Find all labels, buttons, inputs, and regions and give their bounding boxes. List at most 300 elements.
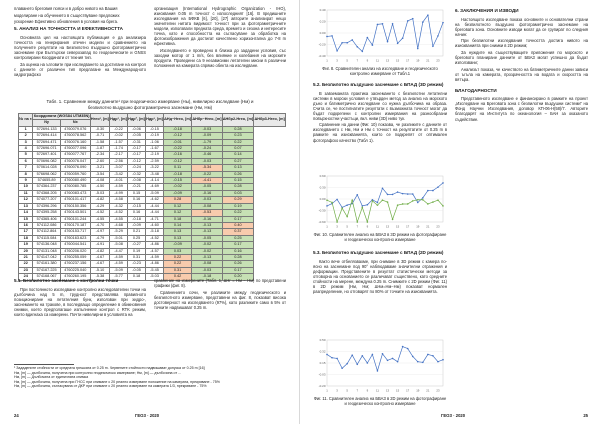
table-cell: 574365.406: [33, 216, 60, 222]
table-cell: 0.22: [163, 254, 191, 260]
x-tick-label: 5: [346, 388, 348, 393]
paragraph: За оценка на ъгловите при изследването за достигане на контрол с данните от различен тип предлагане на Международното хидрографско: [14, 61, 146, 77]
table-cell: -4.47: [110, 248, 128, 254]
y-tick-label: 0.00: [319, 197, 326, 202]
table-cell: 4760076.160: [60, 139, 90, 145]
intro-line: ускорение Ефективно обновления в условия на брега.: [14, 19, 118, 25]
table-cell: 0.07: [222, 146, 254, 152]
table-cell: -4.69: [146, 184, 164, 190]
table-cell: 574112.086: [33, 222, 60, 228]
table-cell: -5.18: [146, 229, 164, 235]
table-cell: -4.99: [110, 190, 128, 196]
table-cell: 0.42: [163, 274, 191, 280]
data-point: [427, 203, 429, 205]
table-cell: 0.03: [163, 248, 191, 254]
table-cell: 16: [19, 222, 33, 228]
x-tick-label: 3: [336, 224, 338, 229]
left-column-2: [154, 6, 286, 70]
table-cell: 2: [19, 133, 33, 139]
table-header-cell: ΔHбр−Hгео, [m]: [192, 114, 222, 127]
data-point: [417, 361, 419, 363]
data-point: [362, 355, 364, 357]
x-tick-label: 21: [426, 224, 430, 229]
table-cell: 0.18: [128, 274, 146, 280]
x-tick-label: 11: [375, 388, 379, 393]
table-cell: -2.56: [110, 158, 128, 164]
data-point: [407, 348, 409, 350]
fig10-svg: [313, 172, 447, 230]
table-cell: 4760170.187: [60, 222, 90, 228]
data-point: [432, 355, 434, 357]
fig11-svg: [313, 336, 447, 394]
table-cell: -0.23: [128, 261, 146, 267]
bullet-paragraph: При безпилотни изследвания точността достига нивото на изискванията при снимки в 2D режим;: [455, 38, 588, 49]
table-cell: -4.58: [110, 197, 128, 203]
table-cell: -4.59: [110, 184, 128, 190]
table-cell: -0.15: [163, 178, 191, 184]
x-tick-label: 1: [326, 388, 328, 393]
table-cell: 4760077.767: [60, 152, 90, 158]
footnote: Нм, [m] — дълбочина, получена при ГНСС при снимане с 20 реално измерване положение на камерата, прекриване - 75%: [14, 379, 220, 384]
table-cell: -0.08: [128, 178, 146, 184]
table-cell: -0.53: [192, 210, 222, 216]
table-cell: 22: [19, 261, 33, 267]
table-cell: 574147.042: [33, 254, 60, 260]
table-cell: 0.15: [128, 190, 146, 196]
table-cell: 4760076.090: [60, 165, 90, 171]
table-header-cell: Hгео¹, [m]: [90, 114, 109, 127]
data-point: [392, 219, 394, 221]
table-cell: 574167.225: [33, 267, 60, 273]
table-cell: 3: [19, 139, 33, 145]
x-tick-label: 5: [346, 58, 348, 63]
table-cell: 574136.048: [33, 242, 60, 248]
x-tick-label: 7: [356, 388, 359, 393]
y-tick-label: -0.40: [318, 54, 326, 59]
right-column-1: [313, 80, 447, 144]
x-tick-label: 5: [346, 224, 348, 229]
data-point: [367, 362, 369, 364]
table-cell: 0.25: [222, 235, 254, 241]
data-point: [382, 23, 384, 25]
table-cell: -4.55: [90, 216, 109, 222]
table-cell: 574161.380: [33, 261, 60, 267]
table-cell: -0.24: [128, 165, 146, 171]
data-point: [326, 199, 328, 201]
table-cell: 4760080.490: [60, 178, 90, 184]
table-cell: 572696.071: [33, 146, 60, 152]
table-cell: 0.17: [222, 216, 254, 222]
table-cell: 0.14: [222, 152, 254, 158]
y-tick-label: 0.40: [319, 8, 326, 13]
left-column-1-bottom: [14, 276, 146, 318]
table-cell: -1.57: [110, 139, 128, 145]
table-cell: 24: [19, 274, 33, 280]
x-tick-label: 13: [385, 58, 390, 63]
table-caption: [14, 99, 286, 110]
table-cell: 574655.89: [33, 178, 60, 184]
table-cell: 0.15: [222, 178, 254, 184]
data-point: [346, 363, 348, 365]
paragraph: Сравнение на данни (Фиг. 10) показва, че разликите с данните от изследването с Нм, Нм и Нм с точност на резултатите от 0.25 m в рамките на изискванията, които се подкрепят от оптимален фотографско качество (Табл 1).: [313, 122, 447, 143]
data-point: [387, 201, 389, 203]
table-cell: 4760044.541: [60, 242, 90, 248]
table-cell: -4.55: [110, 216, 128, 222]
footnote: ¹ Зададените стойности от средната грешката от 0.25 m. Червените стойности надвишават допуска от 0.25 m [16]: [14, 366, 205, 370]
data-point: [326, 205, 328, 207]
x-tick-label: 19: [416, 388, 420, 393]
table-cell: 0.13: [163, 229, 191, 235]
table-cell: -0.16: [192, 216, 222, 222]
table-cell: 17: [19, 229, 33, 235]
paragraph: Изследването е проведено в близка до зададени условия, със заходни мотор от 1 m/s, без влияние и колебания на морските продукти. Проведени са 9 независими летателни мисии в различни положения на камерата спрямо обекта на изследване.: [154, 47, 286, 69]
y-tick-label: 0.20: [319, 19, 326, 24]
table-body: [19, 126, 286, 280]
table-cell: 574077.207: [33, 197, 60, 203]
table-cell: 0.37: [222, 229, 254, 235]
data-point: [407, 203, 409, 205]
table-cell: -0.32: [128, 171, 146, 177]
table-cell: -4.82: [90, 248, 109, 254]
table-cell: -5.08: [110, 242, 128, 248]
data-point: [382, 353, 384, 355]
table-cell: 18: [19, 235, 33, 241]
table-cell: -4.32: [110, 203, 128, 209]
table-cell: 0.19: [128, 248, 146, 254]
data-point: [392, 358, 394, 360]
table-cell: -2.60: [90, 158, 109, 164]
data-point: [397, 43, 399, 45]
y-tick-label: -0.30: [318, 208, 326, 213]
fig10-caption: Фиг. 10. Сравнителен анализ на БВАЗ в 3D режим на фотографиране и геодезическо контролно измерване: [313, 232, 447, 243]
data-point: [372, 200, 374, 202]
table-cell: -3.22: [146, 165, 164, 171]
table-cell: 4760206.020: [60, 248, 90, 254]
table-cell: 4760153.717: [60, 229, 90, 235]
data-point: [356, 194, 358, 196]
table-cell: 572694.414: [33, 133, 60, 139]
table-cell: 572694.133: [33, 126, 60, 132]
table-cell: -4.59: [110, 254, 128, 260]
table-header-cell: Hдр¹, [m]: [110, 114, 128, 127]
table-cell: -0.15: [128, 203, 146, 209]
data-point: [336, 199, 338, 201]
data-point: [341, 207, 343, 209]
data-point: [331, 202, 333, 204]
data-point: [372, 354, 374, 356]
data-point: [341, 367, 343, 369]
table-cell: 0.20: [222, 274, 254, 280]
table-cell: -4.67: [90, 254, 109, 260]
table-cell: 0.12: [163, 210, 191, 216]
table-cell: 0.18: [163, 216, 191, 222]
table-cell: -0.46: [192, 152, 222, 158]
section-heading: 5.3. Безпилотно въздушно заснемане с БПАД (2D режим): [313, 250, 444, 255]
table-cell: 4760078.562: [60, 133, 90, 139]
table-cell: -4.50: [90, 184, 109, 190]
data-point: [427, 190, 429, 192]
x-tick-label: 9: [366, 224, 369, 229]
table-cell: 570696.082: [33, 158, 60, 164]
data-point: [417, 199, 419, 201]
table-cell: 574368.205: [33, 190, 60, 196]
data-point: [392, 194, 394, 196]
data-point: [346, 216, 348, 218]
table-cell: -4.79: [90, 235, 109, 241]
y-tick-label: 0.50: [319, 338, 326, 343]
table-cell: -3.42: [110, 171, 128, 177]
data-point: [437, 361, 439, 363]
left-column-2-bottom: [154, 278, 286, 311]
x-tick-label: 1: [326, 224, 328, 229]
page-footer-title: ГЕОЗ · 2020: [135, 413, 160, 418]
data-point: [367, 37, 369, 39]
table-cell: 4760150.356: [60, 203, 90, 209]
footnote: Нм, [m] — дълбочина, съгласувана от ДКР при снимане с 20 реално измерване на камерата 1/3, прекриване - 75%: [14, 384, 207, 389]
table-cell: 0.13: [222, 165, 254, 171]
data-point: [442, 359, 444, 361]
page-number: 24: [14, 413, 19, 418]
data-point: [336, 50, 338, 52]
table-cell: 572697.401: [33, 152, 60, 158]
table-cell: -4.44: [146, 203, 164, 209]
data-point: [331, 35, 333, 37]
data-point: [362, 207, 364, 209]
table-cell: -4.86: [146, 242, 164, 248]
table-cell: -1.79: [192, 139, 222, 145]
table-cell: -0.12: [128, 158, 146, 164]
x-tick-label: 3: [336, 58, 338, 63]
data-point: [351, 199, 353, 201]
data-point: [412, 356, 414, 358]
fig11-caption: Фиг. 11. Сравнителен анализ на БВАЗ в 2D режим на фотографиране и геодезическо контролно измерване: [313, 396, 447, 407]
table-cell: 5: [19, 152, 33, 158]
table-cell: -0.02: [192, 248, 222, 254]
table-cell: -0.22: [192, 171, 222, 177]
data-point: [341, 42, 343, 44]
data-point: [417, 48, 419, 50]
paragraph: Настоящото изследване показа основните и основателни страни на безпилотното въздушно фотограметрично заснемане на бреговата зона. Основните изводи могат да се групират по следния начин:: [455, 16, 588, 37]
data-point: [402, 346, 404, 348]
table-cell: -4.71: [146, 216, 164, 222]
page-footer-title: ГЕОЗ · 2020: [441, 413, 466, 418]
table-cell: 0.21: [128, 229, 146, 235]
table-cell: -0.18: [192, 274, 222, 280]
table-cell: -2.17: [110, 152, 128, 158]
table-cell: 574115.084: [33, 235, 60, 241]
table-cell: 4760059.760: [60, 171, 90, 177]
x-tick-label: 19: [416, 58, 420, 63]
table-cell: -0.05: [192, 235, 222, 241]
table-cell: 0.25: [128, 235, 146, 241]
section-heading: 5. АНАЛИЗ НА ТОЧНОСТТА И ЕФЕКТИВНОСТТА: [14, 26, 123, 32]
data-point: [432, 190, 434, 192]
data-point: [407, 20, 409, 22]
table-cell: -3.54: [90, 171, 109, 177]
paragraph: При постоянното изследване контролно изследователни точки на дълбочина над 5 m, трудност представлява правилното позициониране на летателния бунк, използван при хидро-, заснемането на тракове, в последващо определение в обикновения снимки, което предполагаше изпълнение контрол с RTK режим, които вдигнаха са измерени. Почти нивелирни в условията на: [14, 286, 146, 317]
table-cell: -0.24: [192, 146, 222, 152]
table-cell: 4760077.096: [60, 146, 90, 152]
footnotes: [14, 366, 286, 389]
x-tick-label: 1: [326, 58, 328, 63]
table-cell: -0.15: [146, 126, 164, 132]
table-cell: 572694.471: [33, 139, 60, 145]
table-cell: -5.01: [110, 235, 128, 241]
table-cell: 570614.028: [33, 165, 60, 171]
data-point: [412, 200, 414, 202]
table-cell: 4760076.047: [60, 158, 90, 164]
data-point: [427, 14, 429, 16]
y-tick-label: 0.15: [319, 361, 326, 366]
table-cell: 4760163.623: [60, 235, 90, 241]
table-cell: -4.44: [146, 210, 164, 216]
table-cell: 0.28: [222, 254, 254, 260]
data-point: [351, 354, 353, 356]
table-cell: -4.29: [90, 203, 109, 209]
table-cell: 574131.048: [33, 248, 60, 254]
table-header-cell: Ny: [33, 120, 60, 126]
table-cell: 0.29: [222, 197, 254, 203]
footnote: Нм, [m] — дълбочина, получена при контролно геодезическо измерване; Нм, [m] — дълбочина от ...: [14, 370, 182, 375]
table-cell: -4.01: [110, 178, 128, 184]
table-cell: -4.14: [146, 178, 164, 184]
table-cell: -5.03: [90, 190, 109, 196]
data-point: [392, 23, 394, 25]
x-tick-label: 23: [436, 58, 440, 63]
data-point: [387, 41, 389, 43]
table-cell: 0.14: [163, 222, 191, 228]
table-cell: 0.26: [222, 261, 254, 267]
table-cell: -5.45: [146, 267, 164, 273]
data-point: [397, 204, 399, 206]
table-cell: 4760101.244: [60, 216, 90, 222]
paragraph: В завземаната практика заснемането с безпилотни летателни системи в морски условия е утвърден метод за анализ на морското дъно и батиметрично изследване со нужна дълбочина на образа. Счита се, че постигнатите резултати с възможната точност могат да бъдат подкрепени с контролни измервания на разнообразни повърхностни участъци, вкл. ниви (3D) ниво тук.: [313, 90, 447, 121]
fig8-svg: [313, 6, 447, 64]
data-point: [442, 205, 444, 207]
table-cell: -0.09: [163, 242, 191, 248]
table-cell: 13: [19, 203, 33, 209]
table-cell: -4.41: [192, 178, 222, 184]
y-tick-label: 0.30: [319, 185, 326, 190]
table-cell: -0.27: [128, 242, 146, 248]
table-cell: -0.17: [128, 152, 146, 158]
paragraph: организация (International Hydrographic Organization - IHO), изисквания 0.05 m точност с изпоследният [16]. В предишните изследвания на БФКВ [6], [20], [27] авторите анализират нещо значителни нитата видимост точност при за фотограметричните модели, използвали предната среда, времето и сезона и интересите точна, като и способността на съгласуване за обработка на фотоизображения да достигат качествено хоризонтална до 7-8 m ефективна.: [154, 6, 286, 47]
table-cell: -0.22: [163, 146, 191, 152]
thanks-heading: БЛАГОДАРНОСТИ: [455, 87, 497, 93]
table-cell: 1: [19, 126, 33, 132]
table-header-cell: Hдр³, [m]: [146, 114, 164, 127]
table-cell: 7: [19, 165, 33, 171]
x-tick-label: 23: [436, 224, 440, 229]
table-cell: 0.13: [163, 235, 191, 241]
fig8-chart: [313, 6, 447, 64]
table-caption-line: безпилотно въздушно фотограметрично заснемане (Нм, Нм): [87, 104, 213, 110]
bullet-paragraph: За нуждите на съществуващите приложения по морското и бреговото планиране данните от БВАЗ могат успешно да бъдат използвани;: [455, 49, 588, 66]
intro-line: плаването бреговия пояси и в добро нивото на Вашия: [14, 6, 118, 11]
table-cell: -4.52: [90, 210, 109, 216]
table-cell: 15: [19, 216, 33, 222]
data-point: [331, 357, 333, 359]
table-cell: -5.09: [110, 267, 128, 273]
table-cell: -0.13: [192, 229, 222, 235]
x-tick-label: 11: [375, 224, 379, 229]
page-number: 25: [583, 413, 588, 418]
table-cell: -1.87: [90, 146, 109, 152]
data-point: [377, 204, 379, 206]
data-point: [356, 46, 358, 48]
table-cell: -3.21: [90, 165, 109, 171]
table-cell: 0.28: [222, 126, 254, 132]
table-cell: 0.28: [222, 184, 254, 190]
table-cell: -0.09: [128, 222, 146, 228]
right-page: [301, 0, 600, 424]
table-cell: -0.71: [90, 133, 109, 139]
x-tick-label: 7: [356, 58, 359, 63]
table-cell: -0.09: [163, 190, 191, 196]
table-cell: 0.19: [222, 203, 254, 209]
table-cell: 6: [19, 158, 33, 164]
data-point: [417, 202, 419, 204]
table-cell: 4760255.059: [60, 254, 90, 260]
x-tick-label: 21: [426, 58, 430, 63]
table-cell: 21: [19, 254, 33, 260]
table-cell: 574112.864: [33, 229, 60, 235]
table-header-cell: Nx: [60, 120, 90, 126]
table-cell: -4.97: [90, 229, 109, 235]
data-point: [382, 199, 384, 201]
table-cell: -1.67: [146, 146, 164, 152]
paragraph: сравнение на измерените (Табл. 1, ΔНг = Нм − Нм) по представени графики (фиг. 8).: [154, 278, 286, 289]
data-point: [372, 44, 374, 46]
table-cell: -5.09: [146, 190, 164, 196]
x-tick-label: 15: [396, 224, 400, 229]
y-tick-label: 0.60: [319, 174, 326, 179]
table-cell: -4.82: [90, 197, 109, 203]
table-cell: -3.07: [110, 165, 128, 171]
table-cell: -4.86: [146, 261, 164, 267]
subsection-heading: 5.1. Безпилотно заснемане с контролни точки: [14, 278, 119, 283]
table-cell: -0.17: [128, 146, 146, 152]
data-point: [356, 364, 358, 366]
table-cell: -4.68: [110, 222, 128, 228]
table-cell: -0.02: [192, 242, 222, 248]
table-cell: -0.21: [128, 184, 146, 190]
table-cell: -0.05: [128, 267, 146, 273]
x-tick-label: 15: [396, 58, 400, 63]
data-point: [437, 35, 439, 37]
table-cell: 11: [19, 190, 33, 196]
table-cell: -5.34: [192, 165, 222, 171]
x-tick-label: 9: [366, 388, 369, 393]
table-cell: -4.57: [146, 248, 164, 254]
data-point: [397, 361, 399, 363]
x-tick-label: 15: [396, 388, 400, 393]
table-cell: -0.16: [163, 152, 191, 158]
table-cell: 4760143.501: [60, 210, 90, 216]
table-cell: -1.06: [146, 139, 164, 145]
table-cell: -3.48: [146, 171, 164, 177]
data-point: [377, 202, 379, 204]
x-tick-label: 13: [385, 388, 390, 393]
table-cell: 8: [19, 171, 33, 177]
footnote: Нм, [m] — Дълбочина от единичната снимка: [14, 375, 89, 380]
data-point: [362, 51, 364, 53]
table-cell: -0.03: [192, 126, 222, 132]
table-cell: 4760083.473: [60, 190, 90, 196]
table-cell: -0.12: [163, 158, 191, 164]
table-cell: -0.05: [192, 184, 222, 190]
bullet-paragraph: Анализът показа, че качеството на батиметричните данни зависи от ъгъла на камерата, прозрачността на водата и скоростта на вятъра.: [455, 66, 588, 82]
